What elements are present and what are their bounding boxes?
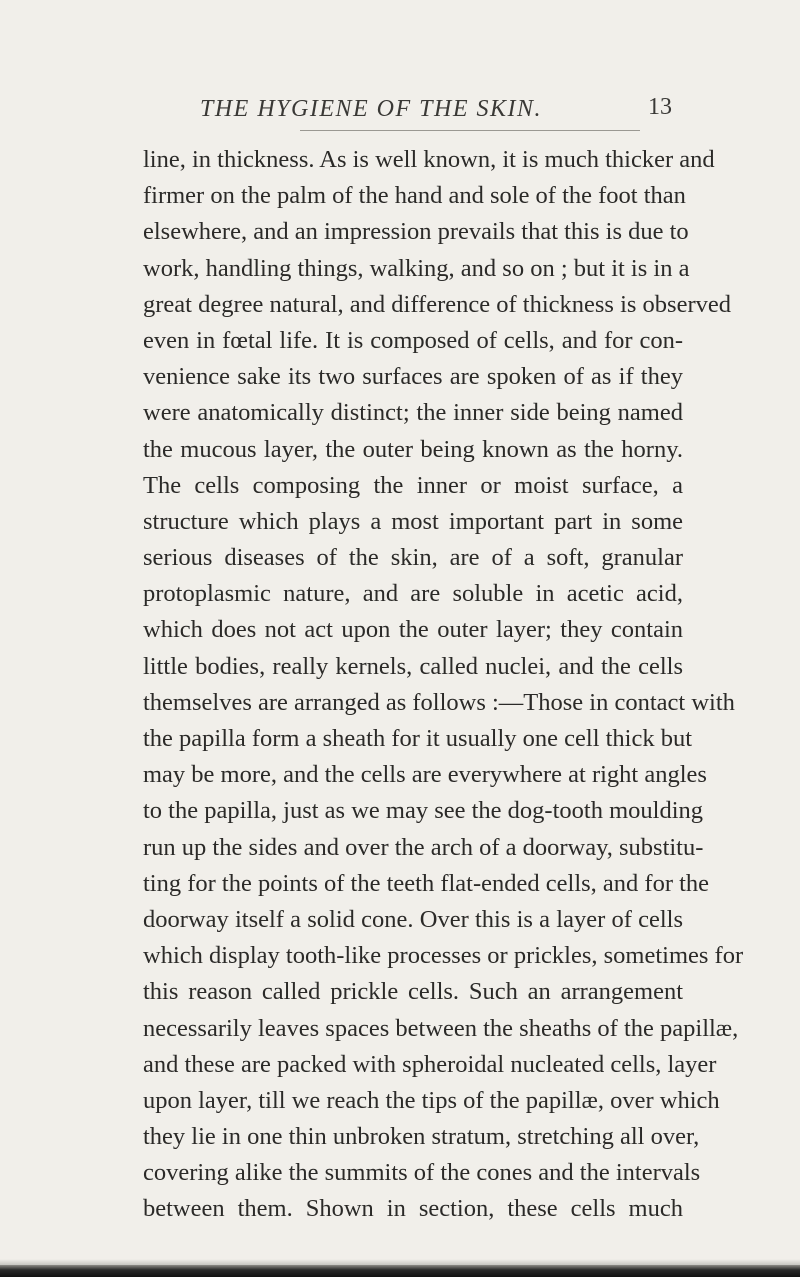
page-number: 13 [648,94,672,120]
text-line: which does not act upon the outer layer; they contain [143,616,683,644]
text-line: even in fœtal life. It is composed of cells, and for con- [143,326,683,354]
text-line: protoplasmic nature, and are soluble in acetic acid, [143,580,683,608]
text-line: may be more, and the cells are everywhere at right angles [143,761,707,789]
text-line: structure which plays a most important part in some [143,507,683,535]
text-line: line, in thickness. As is well known, it is much thicker and [143,146,715,173]
text-line: ting for the points of the teeth flat-ended cells, and for the [143,869,710,897]
text-line: firmer on the palm of the hand and sole of the foot than [143,182,686,210]
text-line: work, handling things, walking, and so on ; but it is in a [143,254,690,282]
text-line: covering alike the summits of the cones and the intervals [143,1159,701,1187]
text-line: this reason called prickle cells. Such an arrangement [143,978,683,1006]
body-text [143,142,744,1228]
text-line: were anatomically distinct; the inner side being named [143,399,683,427]
text-line: upon layer, till we reach the tips of the papillæ, over which [143,1086,720,1114]
text-line: elsewhere, and an impression prevails that this is due to [143,218,689,246]
text-line: little bodies, really kernels, called nuclei, and the cells [143,652,683,680]
text-line: between them. Shown in section, these cells much [143,1195,683,1223]
text-line: the papilla form a sheath for it usually one cell thick but [143,725,693,752]
text-line: The cells composing the inner or moist surface, a [143,471,683,499]
text-line: necessarily leaves spaces between the sheaths of the papillæ, [143,1014,739,1042]
scan-bottom-edge [0,1265,800,1277]
text-line: serious diseases of the skin, are of a soft, granular [143,544,683,572]
text-line: venience sake its two surfaces are spoken of as if they [143,363,683,391]
text-line: the mucous layer, the outer being known as the horny. [143,435,683,463]
text-line: themselves are arranged as follows :—Those in contact with [143,688,735,716]
text-line: to the papilla, just as we may see the dog-tooth moulding [143,797,703,825]
text-line: they lie in one thin unbroken stratum, stretching all over, [143,1123,700,1151]
header-rule [300,130,640,131]
running-title: THE HYGIENE OF THE SKIN. [200,96,543,122]
text-line: doorway itself a solid cone. Over this is a layer of cells [143,905,683,933]
text-line: which display tooth-like processes or prickles, sometimes for [143,942,744,970]
text-line: run up the sides and over the arch of a doorway, substitu- [143,833,704,861]
text-line: and these are packed with spheroidal nucleated cells, layer [143,1050,717,1078]
text-line: great degree natural, and difference of thickness is observed [143,290,731,318]
